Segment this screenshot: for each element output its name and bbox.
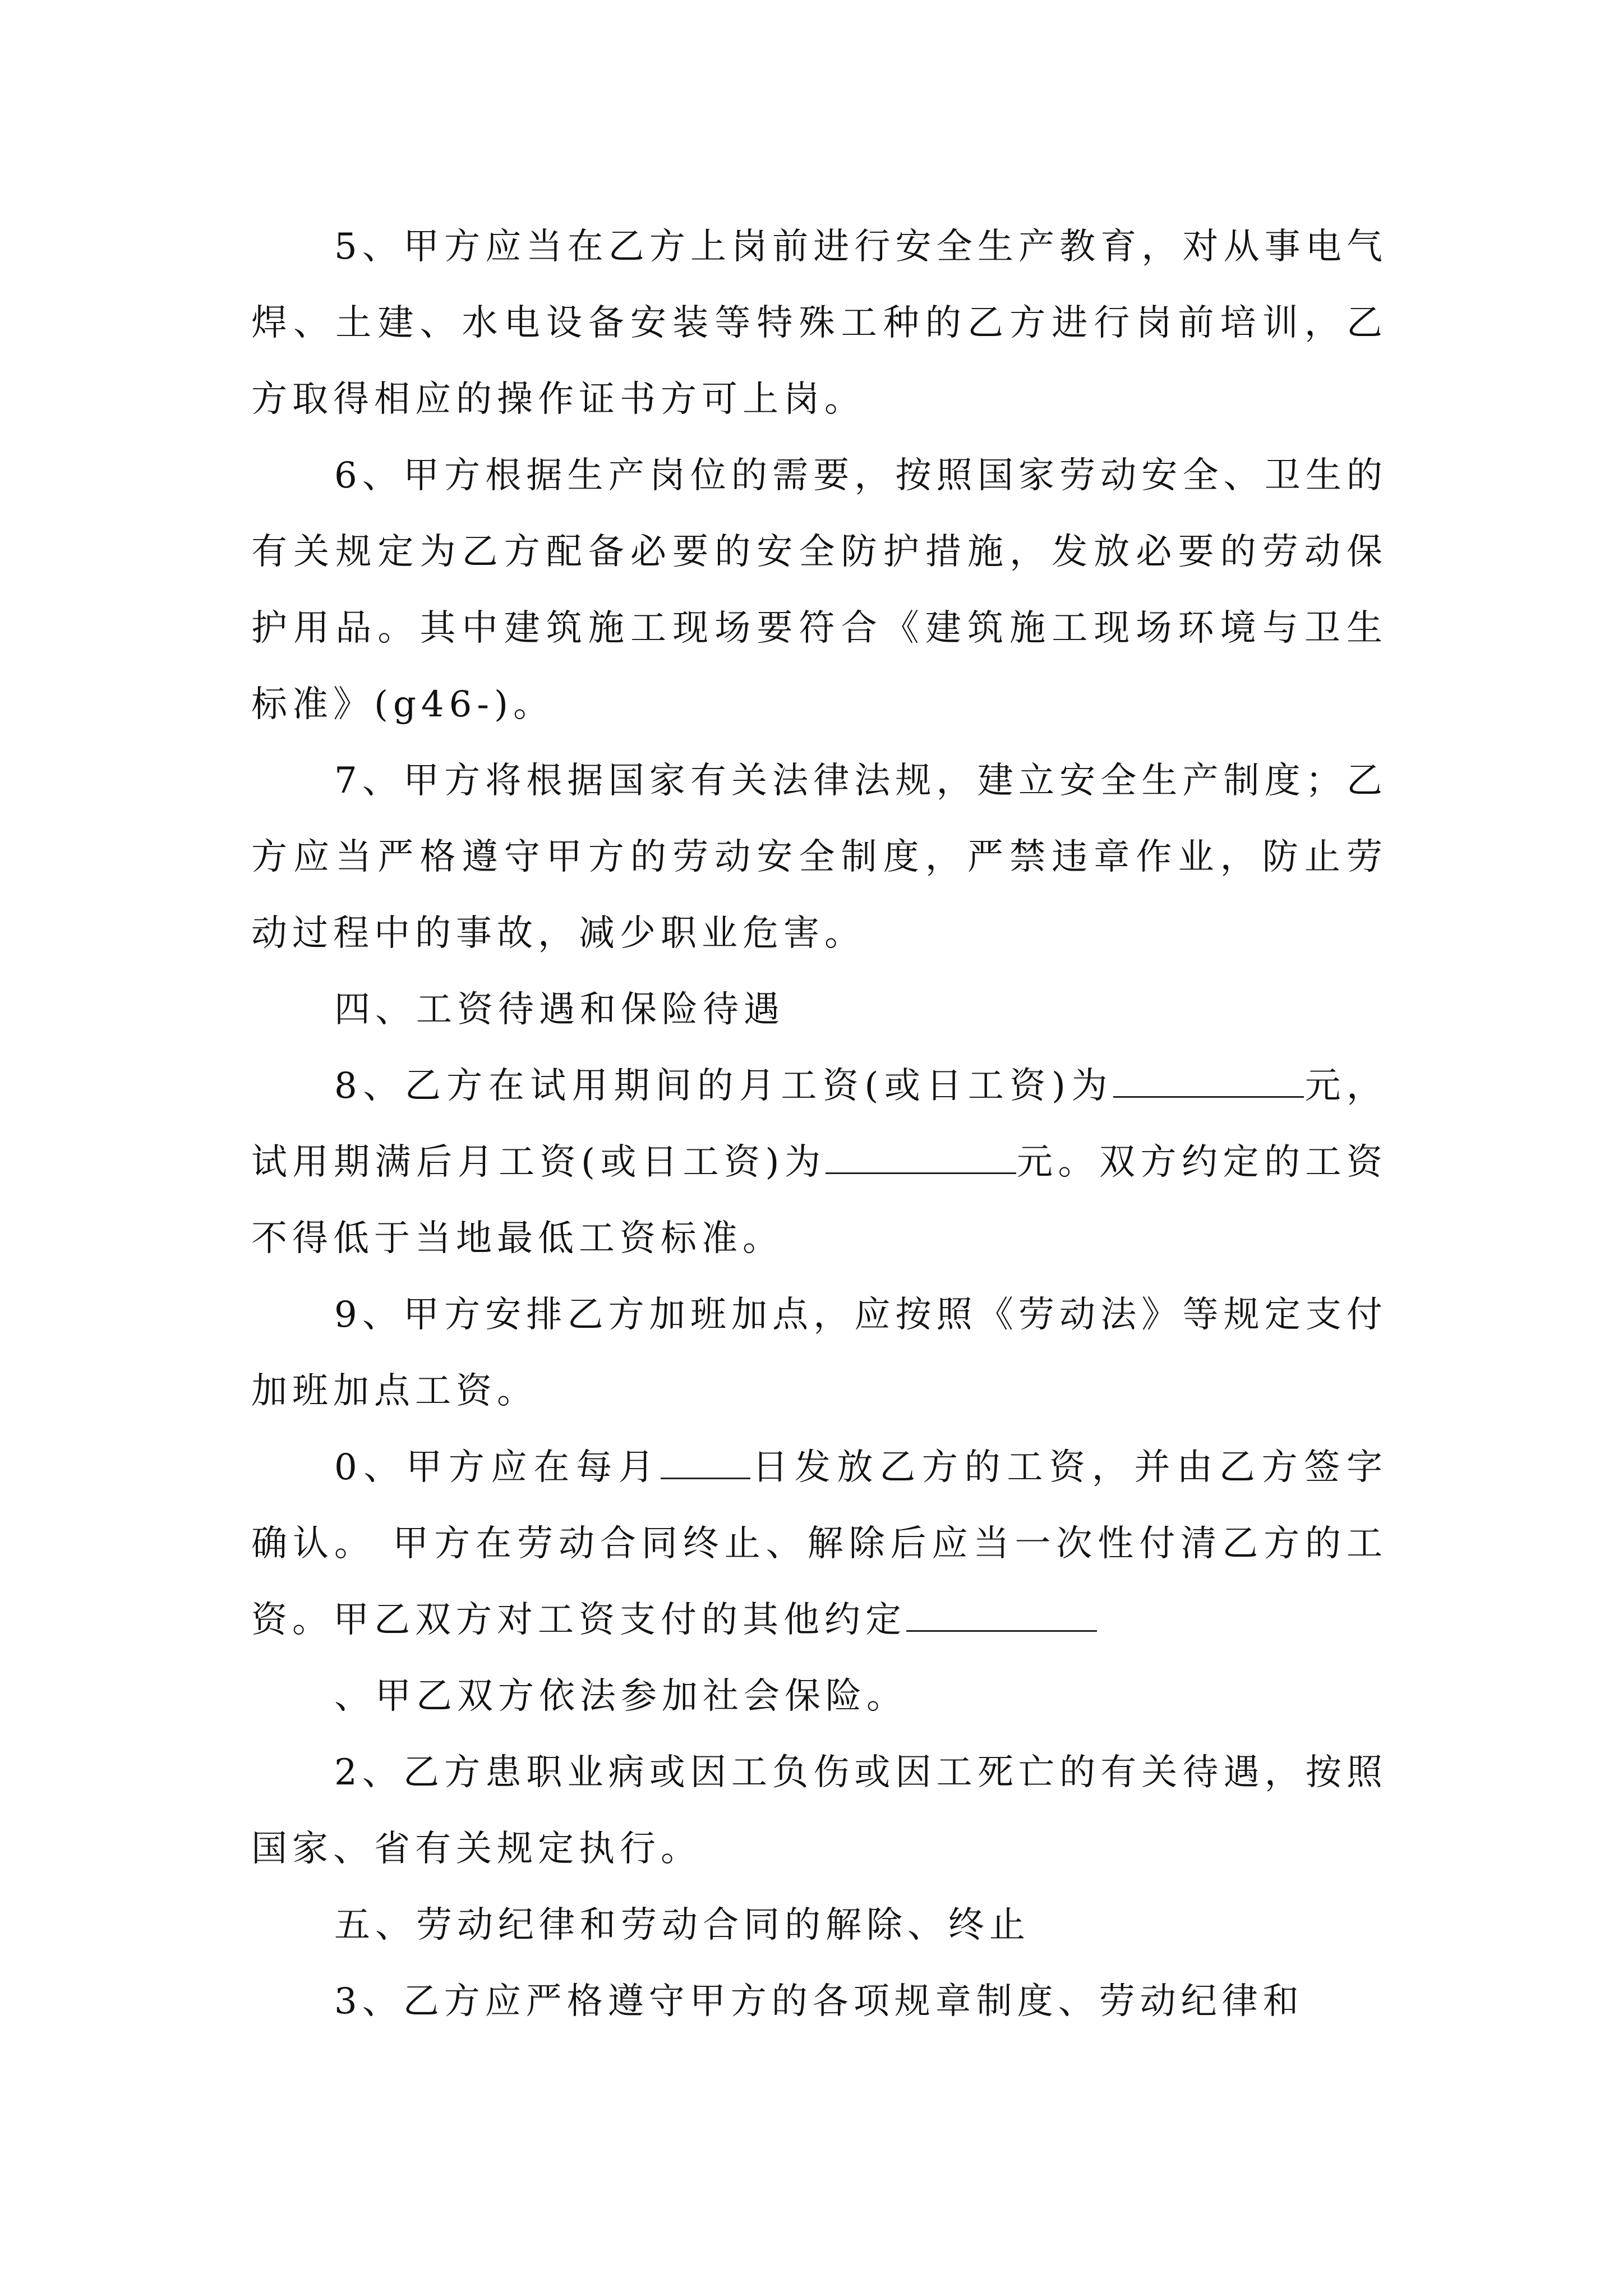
clause-9-text: 9、甲方安排乙方加班加点，应按照《劳动法》等规定支付加班加点工资。 <box>251 1294 1387 1412</box>
clause-8-text-a: 8、乙方在试用期间的月工资(或日工资)为 <box>334 1065 1113 1107</box>
section-heading-wages <box>251 972 1387 1048</box>
other-agreement-blank <box>906 1593 1097 1632</box>
section-heading-discipline <box>251 1887 1387 1963</box>
clause-11 <box>251 1658 1387 1734</box>
probation-wage-blank <box>1113 1059 1304 1098</box>
clause-6-text: 6、甲方根据生产岗位的需要，按照国家劳动安全、卫生的有关规定为乙方配备必要的安全防护措施，发放必要的劳动保护用品。其中建筑施工现场要符合《建筑施工现场环境与卫生标准》(g46-)。 <box>251 455 1387 725</box>
clause-7 <box>251 743 1387 972</box>
clause-6 <box>251 438 1387 743</box>
clause-12 <box>251 1734 1387 1887</box>
clause-8-text-c: 元。双方约定的工资不得低于当地最低工资标准。 <box>251 1142 1388 1259</box>
document-body <box>251 209 1387 2040</box>
clause-13 <box>251 1963 1387 2040</box>
clause-12-text: 2、乙方患职业病或因工负伤或因工死亡的有关待遇，按照国家、省有关规定执行。 <box>251 1752 1387 1870</box>
clause-5 <box>251 209 1387 438</box>
clause-5-text: 5、甲方应当在乙方上岗前进行安全生产教育，对从事电气焊、土建、水电设备安装等特殊工种的乙方进行岗前培训，乙方取得相应的操作证书方可上岗。 <box>251 226 1387 420</box>
clause-13-text: 3、乙方应严格遵守甲方的各项规章制度、劳动纪律和 <box>334 1981 1304 2022</box>
clause-7-text: 7、甲方将根据国家有关法律法规，建立安全生产制度；乙方应当严格遵守甲方的劳动安全制度，严禁违章作业，防止劳动过程中的事故，减少职业危害。 <box>251 760 1387 954</box>
clause-8-text-b: 元，试用期满后月工资(或日工资)为 <box>251 1065 1387 1183</box>
clause-10 <box>251 1429 1387 1658</box>
clause-9 <box>251 1277 1387 1429</box>
regular-wage-blank <box>826 1135 1016 1174</box>
payday-blank <box>661 1441 750 1479</box>
clause-10-text-a: 0、甲方应在每月 <box>334 1447 661 1488</box>
clause-11-text: 、甲乙双方依法参加社会保险。 <box>334 1676 907 1717</box>
section-heading-wages-text: 四、工资待遇和保险待遇 <box>334 989 785 1030</box>
clause-8 <box>251 1048 1387 1277</box>
section-heading-discipline-text: 五、劳动纪律和劳动合同的解除、终止 <box>334 1904 1030 1946</box>
clause-10-text-b: 日发放乙方的工资，并由乙方签字确认。 甲方在劳动合同终止、解除后应当一次性付清乙方的工资。甲乙双方对工资支付的其他约定 <box>251 1447 1388 1641</box>
